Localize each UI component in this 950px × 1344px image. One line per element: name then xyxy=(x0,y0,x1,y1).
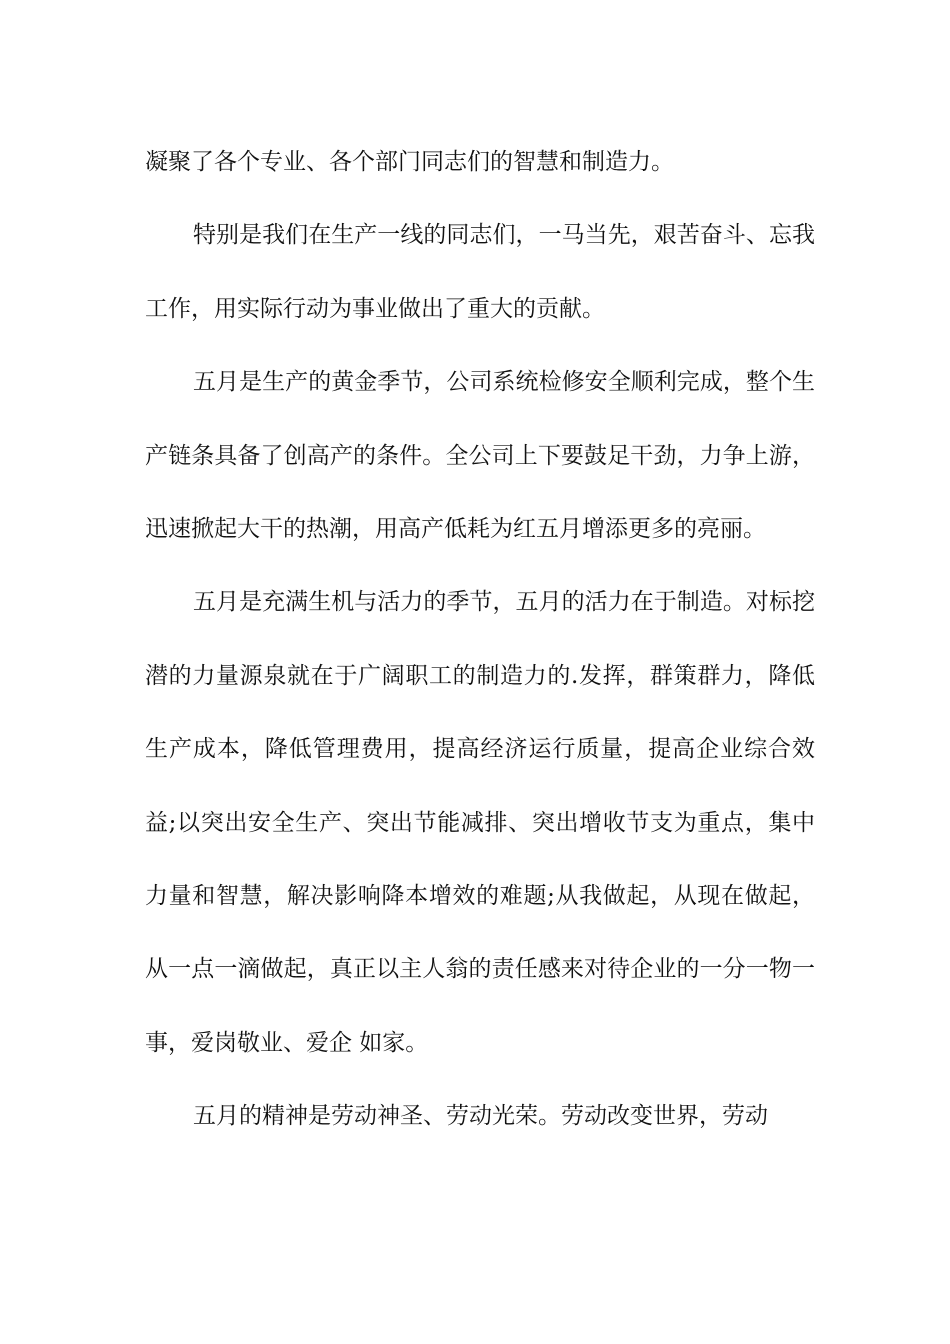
paragraph-1: 凝聚了各个专业、各个部门同志们的智慧和制造力。 xyxy=(145,149,674,175)
document-body xyxy=(145,126,815,1154)
paragraph-5: 五月的精神是劳动神圣、劳动光荣。劳动改变世界，劳动 xyxy=(193,1103,768,1130)
paragraph-4: 五月是充满生机与活力的季节，五月的活力在于制造。对标挖潜的力量源泉就在于广阔职工的制造力的.发挥，群策群力，降低生产成本，降低管理费用，提高经济运行质量，提高企业综合效益;以突出安全生产、突出节能减排、突出增收节支为重点，集中力量和智慧，解决影响降本增效的难题;从我做起，从现在做起，从一点一滴做起，真正以主人翁的责任感来对待企业的一分一物一事，爱岗敬业、爱企 如家。 xyxy=(145,589,815,1056)
paragraph-2: 特别是我们在生产一线的同志们，一马当先，艰苦奋斗、忘我工作，用实际行动为事业做出了重大的贡献。 xyxy=(145,222,815,322)
paragraph-3: 五月是生产的黄金季节，公司系统检修安全顺利完成，整个生产链条具备了创高产的条件。全公司上下要鼓足干劲，力争上游，迅速掀起大干的热潮，用高产低耗为红五月增添更多的亮丽。 xyxy=(145,369,815,543)
